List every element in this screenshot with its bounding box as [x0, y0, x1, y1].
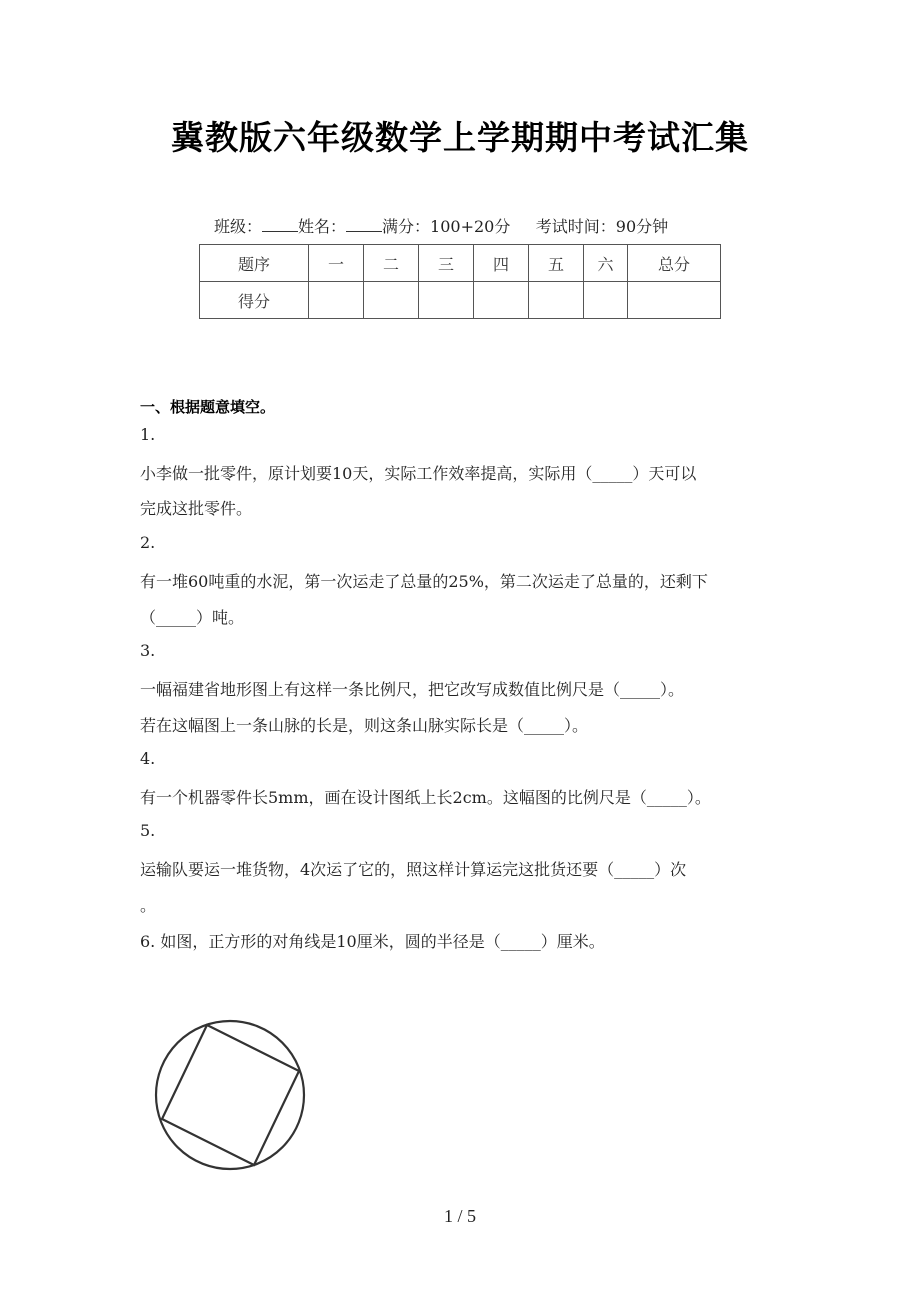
score-table-score-row	[200, 282, 721, 319]
page-number: 1 / 5	[443, 1206, 476, 1226]
exam-time: 考试时间：90分钟	[535, 217, 669, 236]
question-text: 有一个机器零件长5mm，画在设计图纸上长2cm。这幅图的比例尺是（_____）。	[140, 788, 711, 807]
question-text: 完成这批零件。	[140, 499, 253, 518]
header-cell: 题序	[200, 245, 309, 282]
name-label: 姓名：	[298, 217, 347, 236]
header-cell: 六	[584, 245, 628, 282]
document-title: 冀教版六年级数学上学期期中考试汇集	[171, 118, 749, 157]
square-in-circle-figure	[150, 1010, 320, 1180]
question-text: 6. 如图，正方形的对角线是10厘米，圆的半径是（_____）厘米。	[140, 932, 605, 951]
question-text: 有一堆60吨重的水泥，第一次运走了总量的25%，第二次运走了总量的，还剩下	[140, 572, 708, 591]
question-text: （_____）吨。	[140, 608, 245, 627]
score-cell[interactable]	[628, 282, 721, 319]
score-table	[199, 244, 721, 319]
score-cell[interactable]	[364, 282, 419, 319]
class-label: 班级：	[214, 217, 263, 236]
class-blank[interactable]	[262, 217, 298, 232]
exam-info-line	[214, 214, 668, 237]
header-cell: 四	[474, 245, 529, 282]
question-number: 3.	[140, 641, 156, 660]
score-cell[interactable]	[529, 282, 584, 319]
question-text: 若在这幅图上一条山脉的长是，则这条山脉实际长是（_____）。	[140, 716, 589, 735]
score-cell[interactable]	[584, 282, 628, 319]
header-cell: 三	[419, 245, 474, 282]
name-blank[interactable]	[346, 217, 382, 232]
header-cell: 一	[309, 245, 364, 282]
question-number: 4.	[140, 749, 156, 768]
question-text: 。	[140, 896, 157, 915]
score-cell[interactable]	[309, 282, 364, 319]
score-table-header-row	[200, 245, 721, 282]
header-cell: 总分	[628, 245, 721, 282]
question-number: 5.	[140, 821, 156, 840]
circle-shape	[156, 1021, 304, 1169]
question-number: 2.	[140, 533, 156, 552]
square-shape	[162, 1025, 299, 1165]
header-cell: 二	[364, 245, 419, 282]
score-cell[interactable]	[474, 282, 529, 319]
full-score: 满分：100+20分	[382, 217, 511, 236]
question-text: 运输队要运一堆货物，4次运了它的，照这样计算运完这批货还要（_____）次	[140, 860, 687, 879]
question-number: 1.	[140, 425, 156, 444]
question-text: 一幅福建省地形图上有这样一条比例尺，把它改写成数值比例尺是（_____）。	[140, 680, 685, 699]
question-text: 小李做一批零件，原计划要10天，实际工作效率提高，实际用（_____）天可以	[140, 464, 697, 483]
section-heading: 一、根据题意填空。	[140, 398, 276, 416]
row-label-cell: 得分	[200, 282, 309, 319]
score-cell[interactable]	[419, 282, 474, 319]
header-cell: 五	[529, 245, 584, 282]
